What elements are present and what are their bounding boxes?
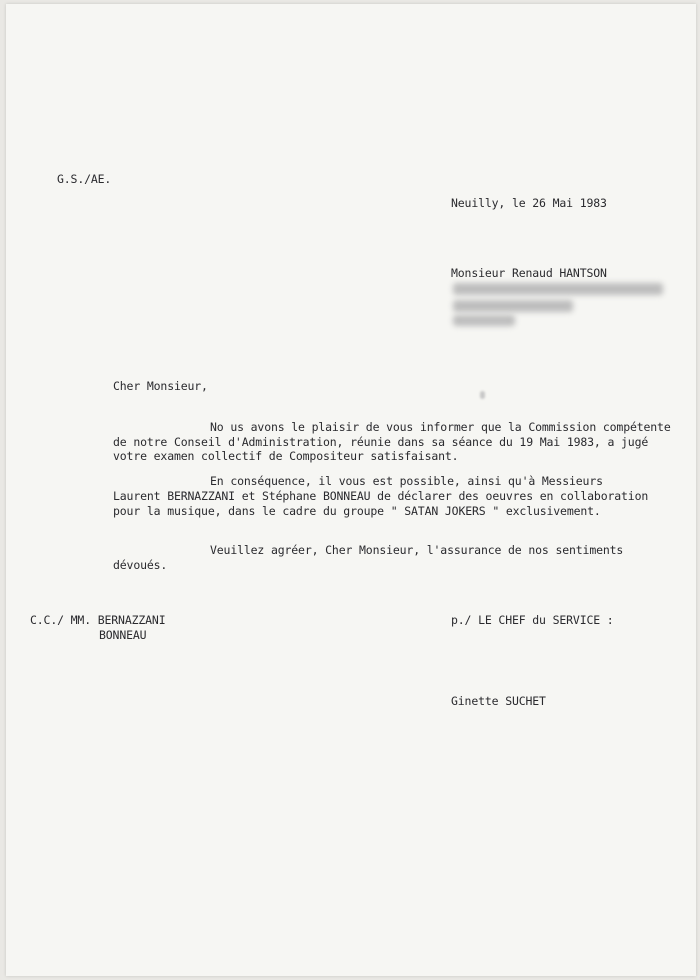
redacted-address-line-1 [453, 283, 663, 295]
cc-line-1: C.C./ MM. BERNAZZANI [30, 613, 166, 627]
paragraph2-line-1: En conséquence, il vous est possible, ainsi qu'à Messieurs [210, 474, 603, 488]
paper-speck [480, 391, 485, 399]
salutation: Cher Monsieur, [113, 379, 208, 393]
paragraph1-line-1: No us avons le plaisir de vous informer que la Commission compétente [210, 420, 671, 434]
signatory-name: Ginette SUCHET [451, 694, 546, 708]
letter-page [6, 4, 696, 976]
redacted-address-line-3 [453, 315, 515, 326]
reference-code: G.S./AE. [57, 172, 112, 186]
closing-line-1: Veuillez agréer, Cher Monsieur, l'assurance de nos sentiments [210, 543, 624, 557]
recipient-name: Monsieur Renaud HANTSON [451, 266, 607, 280]
signatory-title: p./ LE CHEF du SERVICE : [451, 613, 614, 627]
closing-line-2: dévoués. [113, 558, 168, 572]
paragraph2-line-2: Laurent BERNAZZANI et Stéphane BONNEAU de déclarer des oeuvres en collaboration [113, 489, 649, 503]
cc-line-2: BONNEAU [99, 628, 147, 642]
paragraph2-line-3: pour la musique, dans le cadre du groupe " SATAN JOKERS " exclusivement. [113, 504, 601, 518]
paragraph1-line-3: votre examen collectif de Compositeur satisfaisant. [113, 449, 459, 463]
redacted-address-line-2 [453, 300, 573, 312]
place-date: Neuilly, le 26 Mai 1983 [451, 196, 607, 210]
paragraph1-line-2: de notre Conseil d'Administration, réunie dans sa séance du 19 Mai 1983, a jugé [113, 435, 649, 449]
